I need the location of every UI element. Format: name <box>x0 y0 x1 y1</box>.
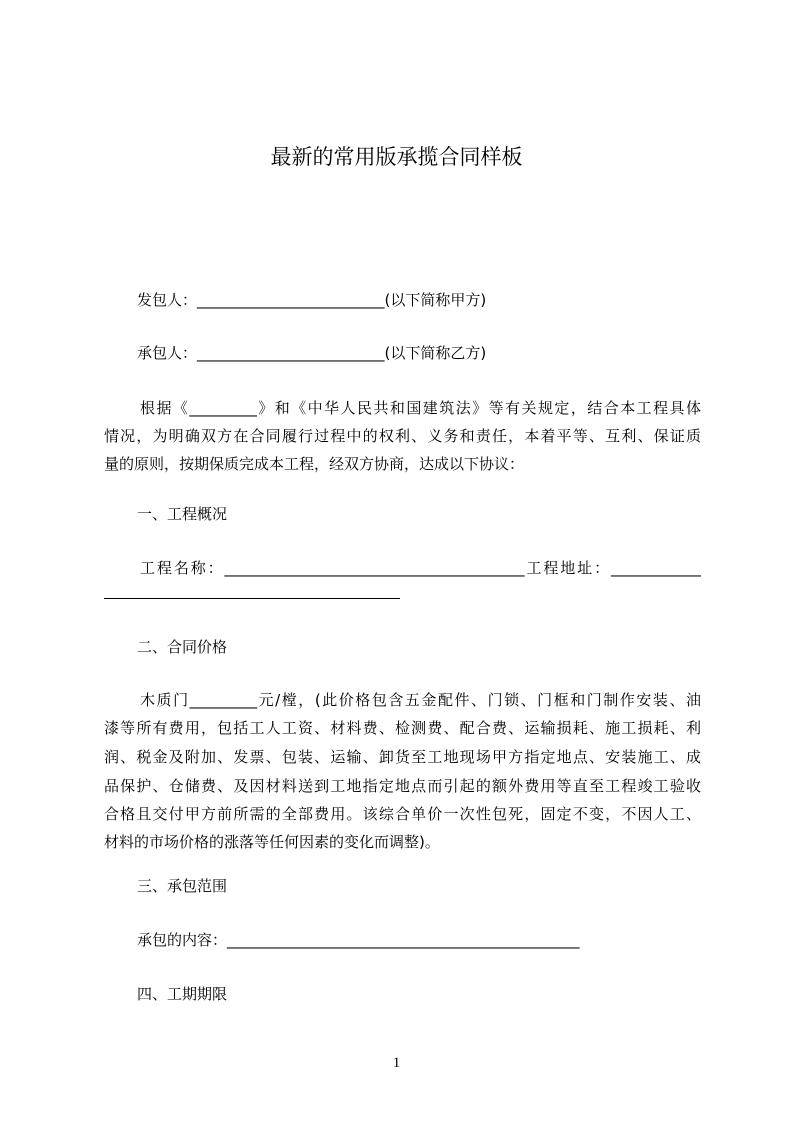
intro-line-1: 根据《_________》和《中华人民共和国建筑法》等有关规定，结合本工程具体 <box>140 399 701 417</box>
scope-content-line: 承包的内容：_______________________________________________ <box>137 931 580 949</box>
price-line-2: 漆等所有费用，包括工人工资、材料费、检测费、配合费、运输损耗、施工损耗、利 <box>104 719 701 737</box>
page-number: 1 <box>392 1055 401 1071</box>
section-4-heading: 四、工期期限 <box>137 985 228 1003</box>
document-title: 最新的常用版承揽合同样板 <box>270 145 523 169</box>
section-1-heading: 一、工程概况 <box>137 505 228 523</box>
price-line-3: 润、税金及附加、发票、包装、运输、卸货至工地现场甲方指定地点、安装施工、成 <box>104 748 701 766</box>
price-line-1: 木质门_________元/樘，(此价格包含五金配件、门锁、门框和门制作安装、油 <box>140 691 701 709</box>
project-name-address-line: 工程名称：________________________________________工程地址：____________ <box>140 559 701 577</box>
party-b-line: 承包人：_________________________(以下简称乙方) <box>137 344 487 362</box>
price-line-5: 合格且交付甲方前所需的全部费用。该综合单价一次性包死，固定不变，不因人工、 <box>104 805 701 823</box>
intro-line-2: 情况，为明确双方在合同履行过程中的权利、义务和责任，本着平等、互利、保证质 <box>104 427 701 445</box>
price-line-4: 品保护、仓储费、及因材料送到工地指定地点而引起的额外费用等直至工程竣工验收 <box>104 777 701 795</box>
section-2-heading: 二、合同价格 <box>137 638 228 656</box>
price-line-6: 材料的市场价格的涨落等任何因素的变化而调整)。 <box>104 833 440 851</box>
party-a-line: 发包人：_________________________(以下简称甲方) <box>137 291 487 309</box>
section-3-heading: 三、承包范围 <box>137 877 228 895</box>
address-underline <box>104 598 400 599</box>
intro-line-3: 量的原则，按期保质完成本工程，经双方协商，达成以下协议： <box>104 455 525 473</box>
